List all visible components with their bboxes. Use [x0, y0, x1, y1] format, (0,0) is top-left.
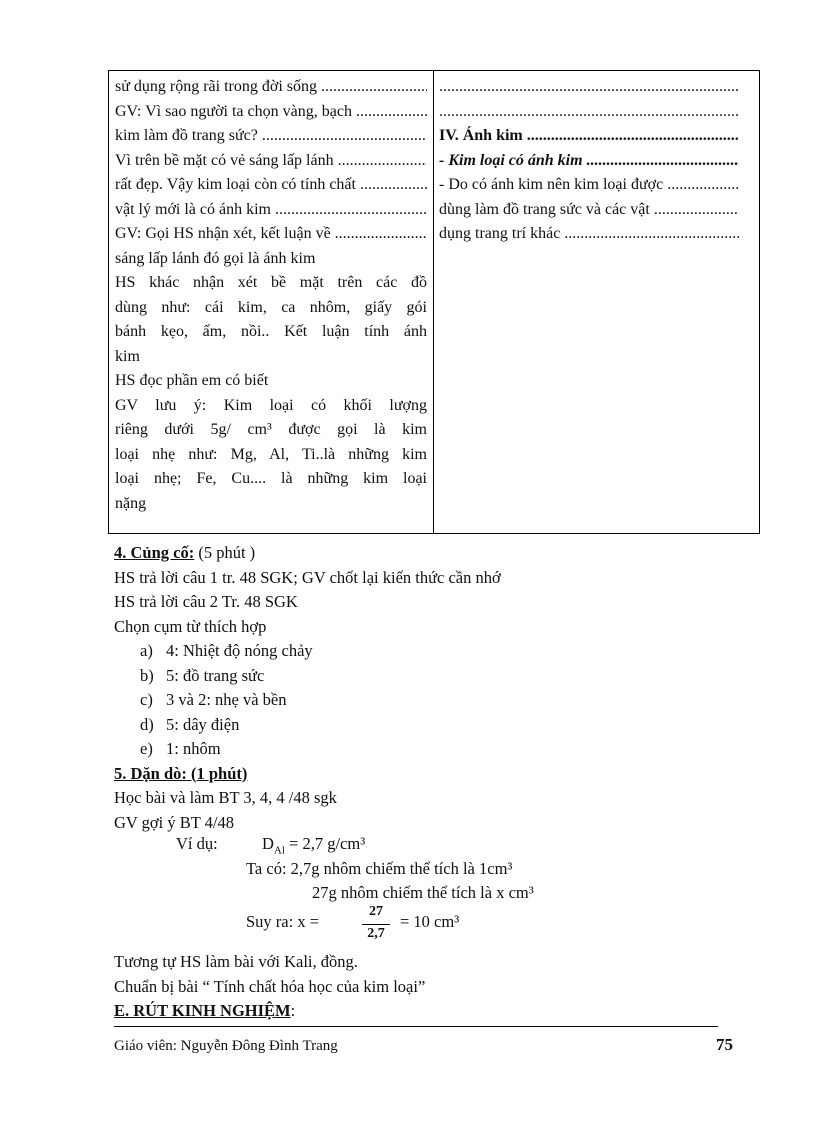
sectionE-heading-line [114, 999, 734, 1024]
example-result-prefix: Suy ra: x = [246, 912, 320, 931]
fraction-numerator: 27 [369, 904, 383, 919]
lesson-content-cell [439, 75, 739, 247]
section5-line: GV gợi ý BT 4/48 [114, 812, 234, 832]
section4-line: Chọn cụm từ thích hợp [114, 616, 267, 636]
footer-author: Giáo viên: Nguyễn Đông Đình Trang [114, 1038, 338, 1054]
closing-line: Chuẩn bị bài “ Tính chất hóa học của kim loại” [114, 976, 426, 996]
right-line: - Do có ánh kim nên kim loại được ..... [439, 173, 739, 198]
density-expression [262, 834, 365, 856]
choice-text: 5: dây điện [166, 714, 240, 734]
choice-marker: d) [140, 714, 154, 734]
fraction-denominator: 2,7 [367, 926, 385, 941]
right-line [439, 100, 739, 125]
left-line: HS khác nhận xét bề mặt trên các đồ [115, 274, 427, 291]
section4-line: HS trả lời câu 1 tr. 48 SGK; GV chốt lại kiến thức cần nhớ [114, 567, 501, 587]
table-column-divider [433, 71, 434, 533]
choice-marker: b) [140, 665, 154, 685]
choice-marker: a) [140, 641, 153, 660]
choice-item [114, 688, 734, 713]
section5-heading: 5. Dặn dò: (1 phút) [114, 763, 248, 783]
left-line: sử dụng rộng rãi trong đời sống ..... [115, 75, 427, 100]
sectionE-heading: E. RÚT KINH NGHIỆM [114, 1001, 291, 1020]
section4-duration: (5 phút ) [194, 543, 256, 562]
right-line [439, 75, 739, 100]
left-line: dùng như: cái kim, ca nhôm, giấy gói [115, 298, 427, 316]
left-line: riêng dưới 5g/ cm³ được gọi là kim [115, 421, 427, 438]
section4-heading: 4. Củng cố: [114, 543, 195, 562]
choice-marker: e) [140, 739, 153, 758]
choice-text: 1: nhôm [166, 739, 221, 758]
left-line: bánh kẹo, ấm, nồi.. Kết luận tính ánh [115, 323, 427, 340]
left-line: GV lưu ý: Kim loại có khối lượng [115, 396, 427, 414]
choice-item [114, 639, 734, 664]
density-value: = 2,7 g/cm³ [289, 834, 366, 853]
section5-line: Học bài và làm BT 3, 4, 4 /48 sgk [114, 788, 337, 807]
lesson-body [114, 541, 734, 835]
choice-text: 5: đồ trang sức [166, 665, 265, 685]
lesson-table [108, 70, 760, 534]
sectionE-suffix: : [290, 1001, 296, 1020]
left-line: nặng [115, 494, 147, 512]
example-result-suffix: = 10 cm³ [400, 912, 460, 931]
left-line: kim [115, 347, 140, 365]
left-line: kim làm đồ trang sức? ..... [115, 124, 427, 149]
left-line: Vì trên bề mặt có vẻ sáng lấp lánh ..... [115, 149, 427, 174]
choice-marker: c) [140, 690, 153, 709]
choice-item [114, 664, 734, 689]
left-line: loại nhẹ như: Mg, Al, Ti..là những kim [115, 445, 427, 463]
section4-line: HS trả lời câu 2 Tr. 48 SGK [114, 592, 298, 611]
choice-text: 4: Nhiệt độ nóng chảy [166, 641, 313, 660]
density-subscript: Al [273, 844, 285, 857]
example-label: Ví dụ: [176, 834, 218, 853]
choice-text: 3 và 2: nhẹ và bền [166, 690, 287, 709]
teacher-student-activity-cell [115, 75, 427, 516]
page-number: 75 [716, 1035, 733, 1054]
left-line: rất đẹp. Vậy kim loại còn có tính chất ..... [115, 173, 427, 198]
example-line-1: Ta có: 2,7g nhôm chiếm thể tích là 1cm³ [246, 859, 513, 878]
left-line: sáng lấp lánh đó gọi là ánh kim [115, 249, 316, 267]
right-line: dụng trang trí khác ..... [439, 222, 739, 247]
footer-rule [114, 1026, 718, 1027]
right-line: - Kim loại có ánh kim ..... [439, 149, 739, 174]
right-line: dùng làm đồ trang sức và các vật ..... [439, 198, 739, 223]
right-line: IV. Ánh kim ..... [439, 124, 739, 149]
density-symbol: D [262, 834, 274, 853]
choice-item [114, 713, 734, 738]
closing-line: Tương tự HS làm bài với Kali, đồng. [114, 952, 358, 971]
fraction-bar [362, 924, 390, 925]
left-line: HS đọc phần em có biết [115, 372, 269, 389]
left-line: GV: Gọi HS nhận xét, kết luận về ..... [115, 222, 427, 247]
left-line: vật lý mới là có ánh kim ..... [115, 198, 427, 223]
left-line: GV: Vì sao người ta chọn vàng, bạch ..... [115, 100, 427, 125]
left-line: loại nhẹ; Fe, Cu.... là những kim loại [115, 470, 427, 487]
example-line-2: 27g nhôm chiếm thể tích là x cm³ [312, 883, 534, 902]
choice-item [114, 737, 734, 762]
closing-block [114, 950, 734, 1024]
section4-heading-line [114, 541, 734, 566]
